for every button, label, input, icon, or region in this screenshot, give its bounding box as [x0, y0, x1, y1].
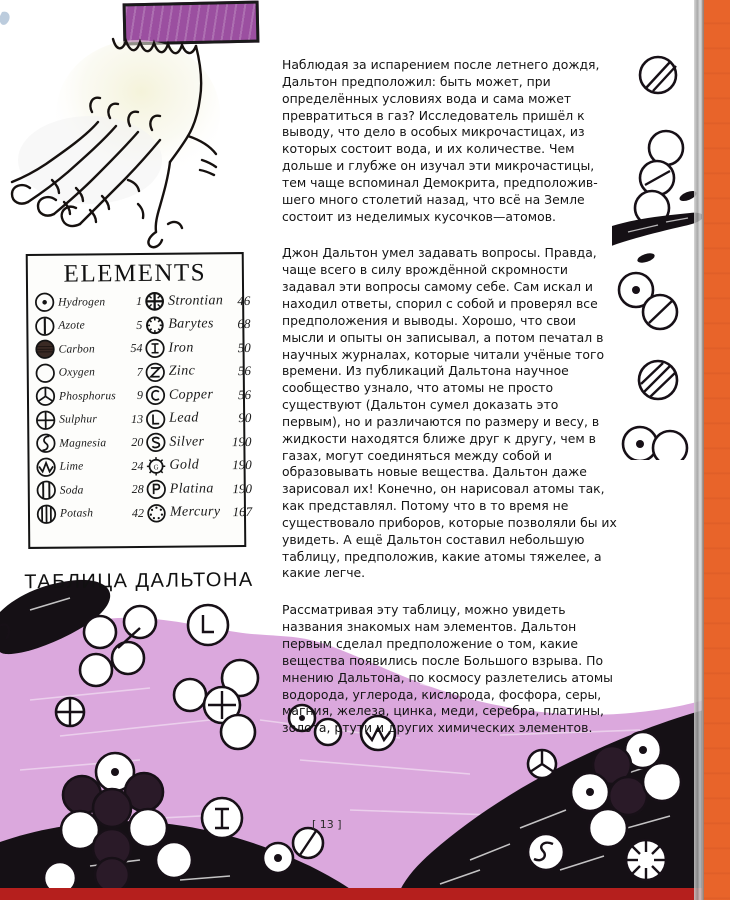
dalton-elements-table [26, 252, 253, 549]
letter-s-circle-icon [145, 432, 166, 453]
atom-trio-right [635, 131, 683, 225]
element-weight: 167 [232, 504, 253, 520]
element-weight: 56 [238, 386, 252, 402]
bottom-red-strip [0, 888, 702, 900]
element-weight: 1 [136, 294, 143, 309]
element-row [35, 384, 143, 408]
atom-letter-s [528, 834, 564, 870]
element-row [145, 359, 251, 383]
atom-gold [626, 840, 666, 880]
element-name: Mercury [169, 504, 221, 520]
two-bars-circle-icon [36, 480, 57, 501]
element-weight: 190 [231, 433, 252, 449]
orange-gutter [704, 0, 730, 900]
element-weight: 9 [136, 388, 143, 403]
element-row [35, 454, 143, 478]
element-weight: 68 [237, 316, 251, 332]
element-row [144, 312, 250, 336]
svg-text:G: G [153, 463, 159, 472]
element-row [145, 406, 251, 430]
elements-right-column [144, 289, 252, 525]
element-row [145, 430, 251, 454]
letter-g-rayed-circle-icon [145, 455, 166, 476]
element-row [35, 431, 143, 455]
element-name: Soda [59, 484, 84, 497]
element-row [35, 407, 143, 431]
table-caption: ТАБЛИЦА ДАЛЬТОНА [24, 568, 254, 594]
element-weight: 54 [130, 341, 143, 356]
paragraph-3: Рассматривая эту таблицу, можно увидеть названия знакомых нам элементов. Дальтон первым сделал предположение о том, какие вещества появились после Большого взрыва. По мнению Дальтона, по космосу разлетелись атомы водорода, углерода, кислорода, фосфора, серы, магния, железа, цинка, меди, серебра, платины, золота, ртути и других химических элементов. [282, 602, 613, 736]
element-name: Hydrogen [58, 296, 106, 309]
element-name: Iron [168, 340, 194, 356]
elements-grid [34, 289, 253, 526]
element-weight: 50 [237, 339, 251, 355]
element-row [34, 290, 142, 314]
element-name: Lead [169, 410, 199, 426]
element-name: Zinc [168, 363, 196, 379]
rayed-circle-icon [144, 314, 165, 335]
element-name: Platina [169, 481, 214, 497]
empty-circle-icon [35, 362, 56, 383]
element-weight: 46 [237, 292, 251, 308]
cross-circle-icon [35, 409, 56, 430]
paragraph-1: Наблюдая за испарением после летнего дождя, Дальтон предположил: быть может, при определённых условиях вода и сама может превратиться в газ? Исследователь пришёл к выводу, что дело в особых микрочастицах, из которых состоит вода, и их количестве. Чем дольше и глубже он изучал эти микрочастицы, тем чаще вспоминал Демокрита, предположившего много столетий назад, что всё на Земле состоит из неделимых кусочков—атомов. [282, 57, 600, 224]
element-weight: 190 [232, 457, 252, 473]
element-name: Sulphur [59, 413, 98, 426]
dot-in-circle-icon [34, 292, 55, 313]
zigzag-circle-icon [35, 456, 56, 477]
dotted-circle-icon [146, 502, 167, 523]
element-row [34, 313, 142, 337]
element-weight: 20 [131, 435, 144, 450]
element-name: Oxygen [58, 366, 96, 379]
vertical-bar-circle-icon [34, 315, 55, 336]
right-margin-illustration [612, 20, 702, 460]
element-name: Phosphorus [58, 389, 116, 403]
three-bars-circle-icon [36, 503, 57, 524]
rayed-cross-circle-icon [144, 291, 165, 312]
element-name: Copper [168, 387, 214, 403]
element-weight: 190 [232, 480, 252, 496]
element-weight: 28 [131, 482, 144, 497]
element-name: Silver [169, 434, 205, 450]
element-row [36, 478, 144, 502]
element-row [146, 500, 252, 524]
atom-pair-right-bottom [623, 427, 687, 460]
element-name: Barytes [168, 316, 214, 332]
hand-illustration [10, 28, 260, 258]
element-weight: 5 [136, 317, 143, 332]
letter-p-circle-icon [146, 479, 167, 500]
atom-hatched-right [639, 361, 677, 399]
element-weight: 24 [131, 458, 144, 473]
mercedes-circle-icon [35, 386, 56, 407]
page-edge-shadow [694, 0, 704, 900]
element-row [145, 453, 251, 477]
article-text-column [282, 57, 617, 757]
element-name: Gold [169, 457, 200, 473]
element-row [36, 501, 144, 525]
letter-z-circle-icon [145, 361, 166, 382]
element-weight: 7 [136, 364, 143, 379]
letter-c-circle-icon [145, 385, 166, 406]
paragraph-2: Джон Дальтон умел задавать вопросы. Правда, чаще всего в силу врождённой скромности задавал эти вопросы самому себе. Сам искал и находил ответы, спорил с собой и проверял все предположения и выводы. Хорошо, что свои мысли и опыты он записывал, а потом печатал в научных журналах, которые читали учёные того времени. Из публикаций Дальтона научное сообщество узнало, что атомы не просто существуют (Дальтон сумел доказать это первым), но и различаются по размеру и весу, в жидкости находятся ближе друг к другу, чем в газах, могут соединяться между собой и образовывать новые вещества. Дальтон даже зарисовал их! Конечно, он нарисовал атомы так, как представлял. Потому что в то время не существовало приборов, которые позволяли бы их увидеть. А ещё Дальтон составил небольшую таблицу, предположив, какие атомы тяжелее, а какие легче. [282, 245, 617, 581]
element-row [144, 336, 250, 360]
element-row [145, 383, 251, 407]
element-weight: 56 [237, 363, 251, 379]
elements-table-title: ELEMENTS [63, 259, 207, 288]
element-row [146, 477, 252, 501]
element-name: Potash [59, 507, 94, 520]
letter-l-circle-icon [145, 408, 166, 429]
elements-left-column [34, 290, 144, 526]
page-number: [ 13 ] [312, 818, 342, 831]
element-row [144, 289, 250, 313]
element-row [34, 337, 142, 361]
element-weight: 42 [131, 505, 144, 520]
element-weight: 90 [238, 410, 252, 426]
element-weight: 13 [131, 411, 144, 426]
atom-letter-i [202, 798, 242, 838]
atom-pair-right-mid [619, 273, 677, 329]
filled-circle-icon [34, 339, 55, 360]
element-name: Carbon [58, 343, 95, 356]
element-name: Azote [58, 319, 85, 332]
element-row [35, 360, 143, 384]
atom-slash-top [640, 57, 676, 93]
element-name: Lime [59, 460, 84, 473]
s-bolt-circle-icon [35, 433, 56, 454]
element-name: Magnesia [59, 437, 107, 450]
element-name: Strontian [168, 292, 224, 309]
letter-i-circle-icon [144, 338, 165, 359]
